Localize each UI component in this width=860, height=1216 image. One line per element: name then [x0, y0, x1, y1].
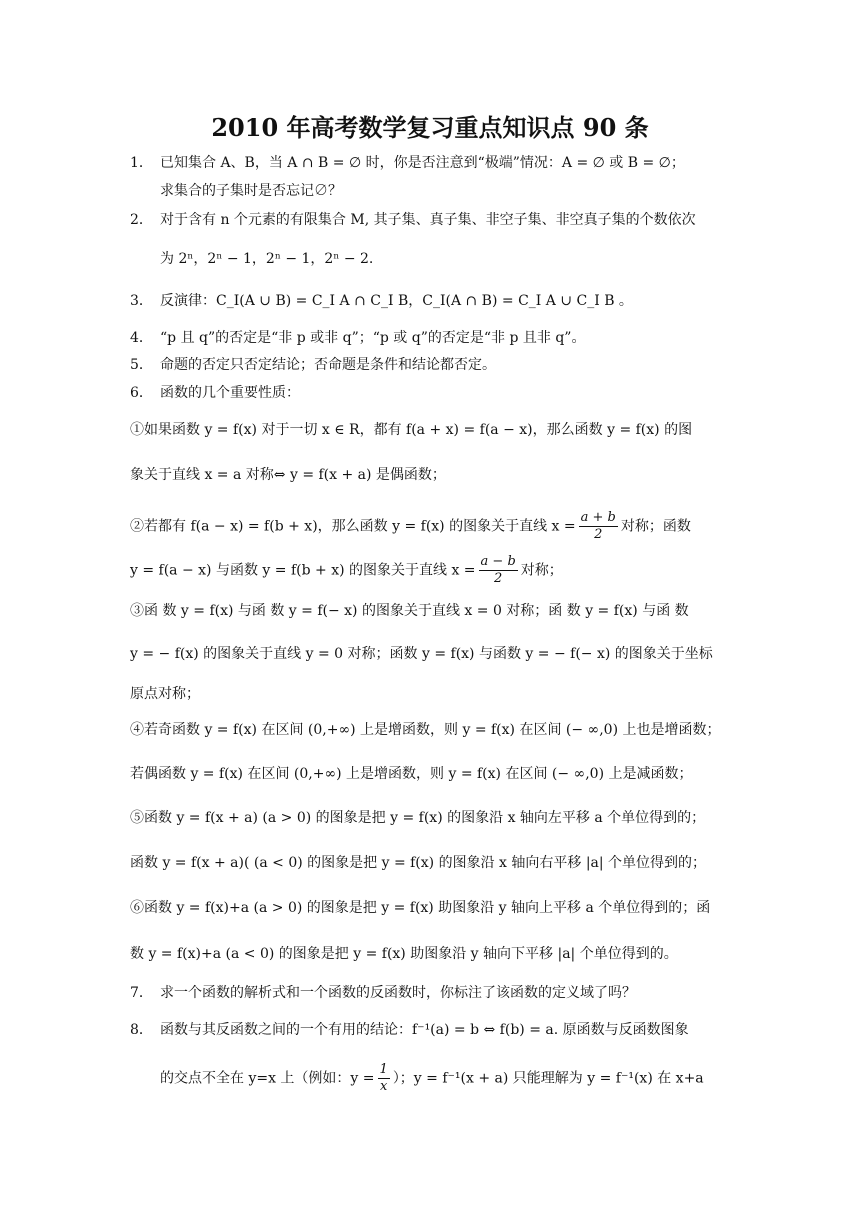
- item-number: 3．: [130, 293, 153, 309]
- fraction: [378, 1062, 390, 1095]
- property-6-line-1: ⑥函数 y = f(x)+a (a > 0) 的图象是把 y = f(x) 助图象沿 y 轴向上平移 a 个单位得到的；函: [130, 900, 711, 916]
- item-text: 函数与其反函数之间的一个有用的结论：f⁻¹(a) = b ⇔ f(b) = a. 原函数与反函数图象: [160, 1022, 689, 1038]
- property-6-line-2: 数 y = f(x)+a (a < 0) 的图象是把 y = f(x) 助图象沿 y 轴向下平移 |a| 个单位得到的。: [130, 946, 678, 962]
- item-text: 函数的几个重要性质：: [160, 385, 300, 401]
- item-number: 4．: [130, 330, 153, 346]
- fraction-denominator: x: [380, 1079, 388, 1094]
- property-text: 对称；函数: [620, 518, 691, 535]
- fraction: [579, 510, 618, 543]
- item-text: “p 且 q”的否定是“非 p 或非 q”；“p 或 q”的否定是“非 p 且非 q”。: [160, 330, 586, 346]
- item-number: 6．: [130, 385, 153, 401]
- item-text: 的交点不全在 y=x 上（例如：y =: [160, 1070, 375, 1087]
- item-7-line-1: [130, 983, 636, 1003]
- item-3-line-1: [130, 291, 633, 311]
- fraction: [479, 554, 518, 587]
- item-text: 反演律：C_I(A ∪ B) = C_I A ∩ C_I B，C_I(A ∩ B) = C_I A ∪ C_I B 。: [160, 293, 633, 309]
- item-2-line-2: 为 2ⁿ，2ⁿ − 1，2ⁿ − 1，2ⁿ − 2.: [160, 251, 374, 267]
- item-4-line-1: [130, 328, 585, 348]
- property-5-line-1: ⑤函数 y = f(x + a) (a > 0) 的图象是把 y = f(x) 的图象沿 x 轴向左平移 a 个单位得到的；: [130, 810, 706, 826]
- fraction-denominator: 2: [594, 527, 603, 542]
- fraction-numerator: 1: [379, 1062, 388, 1077]
- item-text: 对于含有 n 个元素的有限集合 M, 其子集、真子集、非空子集、非空真子集的个数依次: [160, 212, 696, 228]
- item-number: 2．: [130, 212, 153, 228]
- item-text: 求一个函数的解析式和一个函数的反函数时，你标注了该函数的定义域了吗？: [160, 985, 636, 1001]
- item-text: 已知集合 A、B，当 A ∩ B = ∅ 时，你是否注意到“极端”情况：A = ∅ 或 B = ∅；: [160, 155, 685, 171]
- property-4-line-1: ④若奇函数 y = f(x) 在区间 (0,+∞) 上是增函数，则 y = f(x) 在区间 (− ∞,0) 上也是增函数；: [130, 722, 721, 738]
- item-1-line-2: 求集合的子集时是否忘记∅？: [160, 183, 342, 199]
- property-4-line-2: 若偶函数 y = f(x) 在区间 (0,+∞) 上是增函数，则 y = f(x) 在区间 (− ∞,0) 上是减函数；: [130, 766, 693, 782]
- item-8-line-1: [130, 1020, 689, 1040]
- property-text: ②若都有 f(a − x) = f(b + x)，那么函数 y = f(x) 的图象关于直线 x =: [130, 518, 576, 535]
- item-text: 命题的否定只否定结论；否命题是条件和结论都否定。: [160, 357, 496, 373]
- property-text: y = f(a − x) 与函数 y = f(b + x) 的图象关于直线 x =: [130, 562, 476, 579]
- item-number: 7．: [130, 985, 153, 1001]
- property-2-line-1: [130, 510, 691, 543]
- property-text: 对称；: [520, 562, 563, 579]
- item-8-line-2: [160, 1062, 704, 1095]
- fraction-denominator: 2: [494, 571, 503, 586]
- property-3-line-3: 原点对称；: [130, 686, 200, 702]
- property-1-line-2: 象关于直线 x = a 对称⇔ y = f(x + a) 是偶函数；: [130, 467, 446, 483]
- property-5-line-2: 函数 y = f(x + a)( (a < 0) 的图象是把 y = f(x) 的图象沿 x 轴向右平移 |a| 个单位得到的；: [130, 855, 707, 871]
- item-1-line-1: [130, 153, 685, 173]
- item-2-line-1: [130, 210, 696, 230]
- item-number: 5．: [130, 357, 153, 373]
- item-number: 8．: [130, 1022, 153, 1038]
- property-2-line-2: [130, 554, 563, 587]
- item-number: 1．: [130, 155, 153, 171]
- property-3-line-1: ③函 数 y = f(x) 与函 数 y = f(− x) 的图象关于直线 x = 0 对称；函 数 y = f(x) 与函 数: [130, 603, 689, 619]
- fraction-numerator: a − b: [480, 554, 516, 569]
- page-title: 2010 年高考数学复习重点知识点 90 条: [211, 113, 649, 142]
- property-1-line-1: ①如果函数 y = f(x) 对于一切 x ∈ R，都有 f(a + x) = f(a − x)，那么函数 y = f(x) 的图: [130, 422, 693, 438]
- item-text: ）；y = f⁻¹(x + a) 只能理解为 y = f⁻¹(x) 在 x+a: [392, 1070, 704, 1087]
- fraction-numerator: a + b: [580, 510, 616, 525]
- item-6-line-1: [130, 383, 300, 403]
- property-3-line-2: y = − f(x) 的图象关于直线 y = 0 对称；函数 y = f(x) 与函数 y = − f(− x) 的图象关于坐标: [130, 646, 713, 662]
- item-5-line-1: [130, 355, 496, 375]
